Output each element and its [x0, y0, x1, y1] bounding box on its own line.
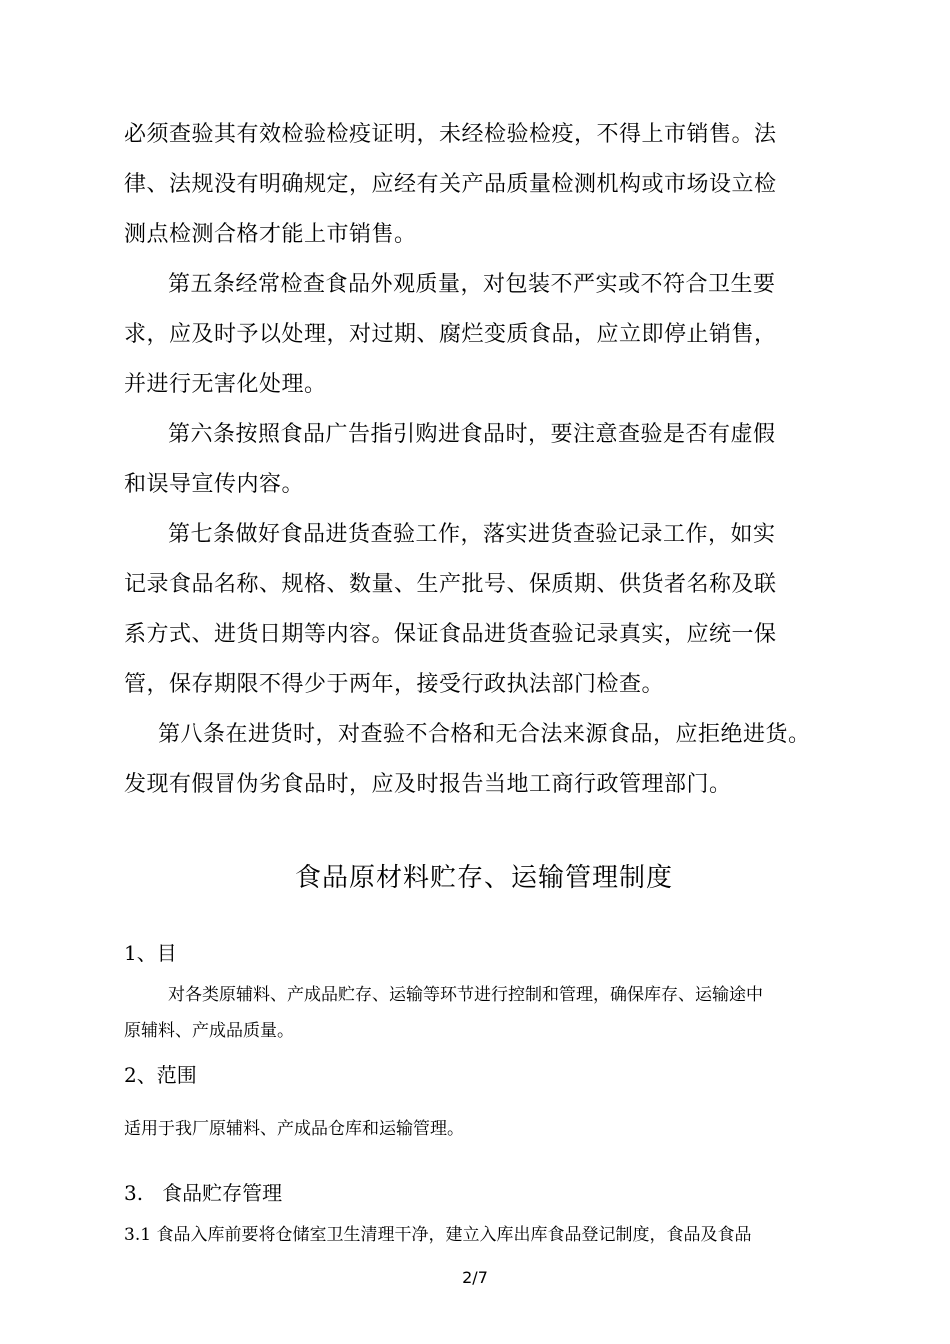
body-text-line: 适用于我厂原辅料、产成品仓库和运输管理。: [124, 1119, 464, 1139]
paragraph-line: 和误导宣传内容。: [124, 472, 305, 497]
section-heading: 2、范围: [124, 1063, 197, 1087]
paragraph-line: 第八条在进货时，对查验不合格和无合法来源食品，应拒绝进货。: [158, 722, 811, 747]
paragraph-line: 记录食品名称、规格、数量、生产批号、保质期、供货者名称及联: [124, 572, 777, 597]
body-text-line: 对各类原辅料、产成品贮存、运输等环节进行控制和管理，确保库存、运输途中: [168, 985, 763, 1005]
paragraph-line: 系方式、进货日期等内容。保证食品进货查验记录真实，应统一保: [124, 622, 777, 647]
section-title: 食品原材料贮存、运输管理制度: [294, 863, 673, 893]
paragraph-line: 求，应及时予以处理，对过期、腐烂变质食品，应立即停止销售，: [124, 322, 777, 347]
paragraph-line: 第七条做好食品进货查验工作，落实进货查验记录工作，如实: [168, 522, 776, 547]
paragraph-line: 管，保存期限不得少于两年，接受行政执法部门检查。: [124, 672, 665, 697]
paragraph-line: 测点检测合格才能上市销售。: [124, 222, 417, 247]
paragraph-line: 第五条经常检查食品外观质量，对包装不严实或不符合卫生要: [168, 272, 776, 297]
paragraph-line: 发现有假冒伪劣食品时，应及时报告当地工商行政管理部门。: [124, 772, 732, 797]
paragraph-line: 律、法规没有明确规定，应经有关产品质量检测机构或市场设立检: [124, 172, 777, 197]
section-heading: 1、目: [124, 941, 177, 965]
paragraph-line: 第六条按照食品广告指引购进食品时，要注意查验是否有虚假: [168, 422, 776, 447]
paragraph-line: 并进行无害化处理。: [124, 372, 327, 397]
body-text-line: 3.1 食品入库前要将仓储室卫生清理干净，建立入库出库食品登记制度，食品及食品: [124, 1225, 752, 1245]
page-number: 2/7: [462, 1268, 488, 1287]
paragraph-line: 必须查验其有效检验检疫证明，未经检验检疫，不得上市销售。法: [124, 122, 777, 147]
section-heading: 3. 食品贮存管理: [124, 1181, 283, 1205]
body-text-line: 原辅料、产成品质量。: [124, 1021, 294, 1041]
